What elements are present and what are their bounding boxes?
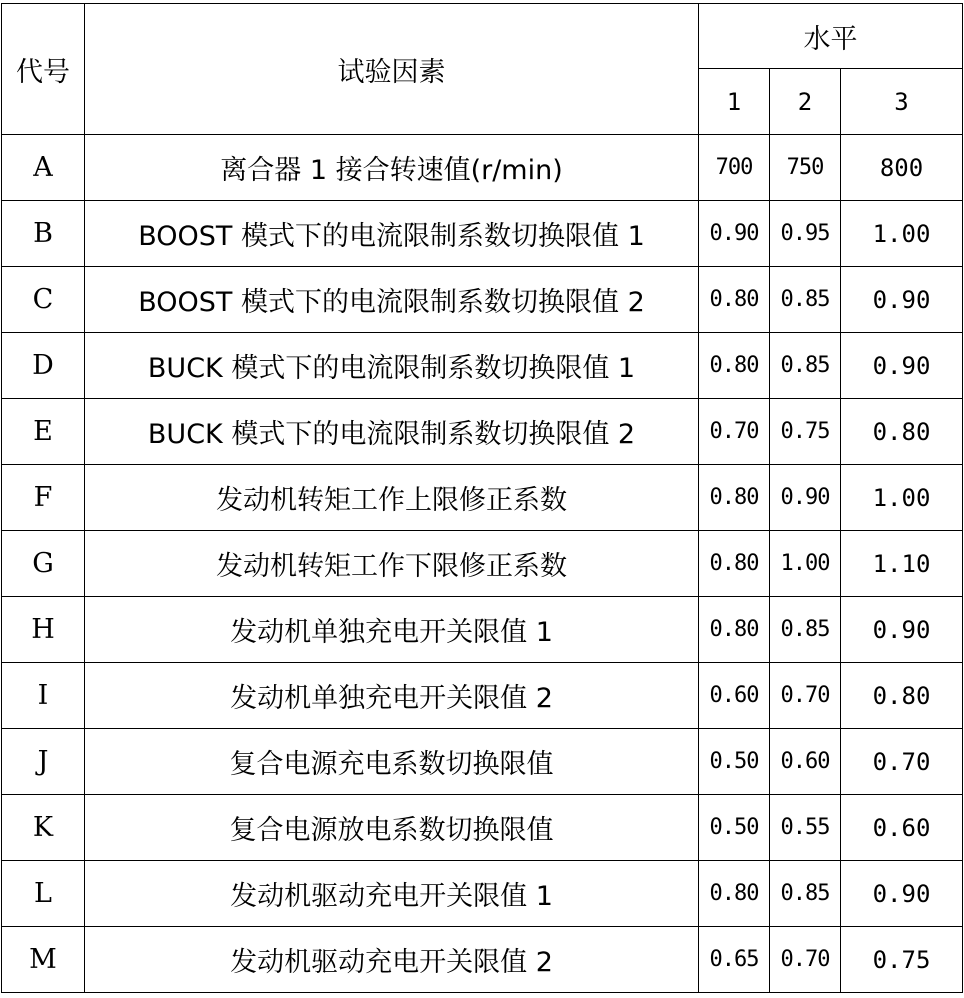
factor-code: G — [32, 548, 54, 579]
level-1-cell — [699, 663, 770, 729]
factor-code: K — [32, 812, 54, 843]
level-1-value: 0.80 — [709, 617, 759, 642]
factor-code: F — [33, 482, 53, 513]
level-3-cell — [841, 927, 963, 993]
factor-name: 复合电源充电系数切换限值 — [229, 749, 554, 780]
code-cell — [2, 597, 85, 663]
level-1-value: 0.50 — [709, 815, 759, 840]
factor-code: B — [33, 218, 53, 249]
factor-cell — [85, 399, 699, 465]
level-3-value: 0.90 — [872, 351, 931, 380]
level-2-cell — [770, 333, 841, 399]
factor-cell — [85, 531, 699, 597]
header-level-2-cell — [770, 69, 841, 135]
table-row — [2, 861, 963, 927]
level-3-cell — [841, 201, 963, 267]
factor-cell — [85, 465, 699, 531]
level-1-cell — [699, 729, 770, 795]
factor-name: 发动机驱动充电开关限值 1 — [230, 881, 553, 912]
code-cell — [2, 861, 85, 927]
factor-name: BUCK 模式下的电流限制系数切换限值 2 — [147, 419, 636, 450]
level-2-cell — [770, 267, 841, 333]
header-code-cell — [2, 4, 85, 135]
level-2-value: 0.75 — [780, 419, 830, 444]
header-factor-cell — [85, 4, 699, 135]
code-cell — [2, 927, 85, 993]
table-body — [2, 4, 963, 993]
code-cell — [2, 201, 85, 267]
factor-cell — [85, 267, 699, 333]
level-1-cell — [699, 927, 770, 993]
table-row — [2, 333, 963, 399]
level-1-value: 700 — [715, 155, 753, 180]
level-2-cell — [770, 135, 841, 201]
table-row — [2, 729, 963, 795]
level-2-cell — [770, 861, 841, 927]
table-row — [2, 465, 963, 531]
code-cell — [2, 399, 85, 465]
code-cell — [2, 267, 85, 333]
table-row — [2, 597, 963, 663]
factor-code: E — [33, 416, 53, 447]
level-1-value: 0.50 — [709, 749, 759, 774]
level-2-cell — [770, 465, 841, 531]
factor-code: C — [32, 284, 54, 315]
header-factor-label: 试验因素 — [337, 56, 446, 88]
level-3-cell — [841, 663, 963, 729]
level-1-cell — [699, 333, 770, 399]
level-1-value: 0.80 — [709, 485, 759, 510]
level-3-value: 0.90 — [872, 615, 931, 644]
header-level-1-cell — [699, 69, 770, 135]
level-2-cell — [770, 795, 841, 861]
level-3-value: 1.00 — [872, 483, 931, 512]
factor-name: 发动机转矩工作下限修正系数 — [216, 551, 567, 582]
level-1-value: 0.80 — [709, 287, 759, 312]
factor-name: 发动机单独充电开关限值 1 — [230, 617, 553, 648]
factor-code: M — [29, 944, 57, 975]
level-3-value: 1.10 — [872, 549, 931, 578]
level-1-value: 0.90 — [709, 221, 759, 246]
level-2-value: 0.70 — [780, 683, 830, 708]
factor-cell — [85, 729, 699, 795]
level-2-cell — [770, 927, 841, 993]
header-level-1-label: 1 — [726, 87, 742, 116]
level-1-value: 0.80 — [709, 353, 759, 378]
level-3-cell — [841, 399, 963, 465]
factor-code: J — [37, 746, 49, 777]
factor-name: 发动机驱动充电开关限值 2 — [230, 947, 553, 978]
code-cell — [2, 663, 85, 729]
level-2-value: 0.85 — [780, 353, 830, 378]
level-2-cell — [770, 531, 841, 597]
code-cell — [2, 465, 85, 531]
level-1-cell — [699, 465, 770, 531]
level-2-value: 0.85 — [780, 287, 830, 312]
level-2-cell — [770, 201, 841, 267]
level-2-cell — [770, 663, 841, 729]
code-cell — [2, 333, 85, 399]
level-3-cell — [841, 135, 963, 201]
level-3-cell — [841, 795, 963, 861]
factor-code: H — [31, 614, 55, 645]
header-level-3-cell — [841, 69, 963, 135]
level-2-cell — [770, 729, 841, 795]
header-level-cell — [699, 4, 963, 69]
level-1-value: 0.80 — [709, 881, 759, 906]
header-level-label: 水平 — [803, 23, 858, 55]
level-2-value: 0.60 — [780, 749, 830, 774]
table-row — [2, 267, 963, 333]
factor-name: 离合器 1 接合转速值(r/min) — [220, 155, 563, 186]
table-row — [2, 399, 963, 465]
level-2-cell — [770, 597, 841, 663]
table-row — [2, 663, 963, 729]
factor-cell — [85, 861, 699, 927]
factor-name: BOOST 模式下的电流限制系数切换限值 2 — [138, 287, 645, 318]
level-1-value: 0.65 — [709, 947, 759, 972]
level-1-cell — [699, 399, 770, 465]
level-3-value: 800 — [879, 153, 924, 182]
factor-cell — [85, 927, 699, 993]
factor-code: A — [33, 152, 53, 183]
test-factor-table — [1, 3, 963, 993]
level-1-value: 0.70 — [709, 419, 759, 444]
header-level-2-label: 2 — [797, 87, 813, 116]
factor-cell — [85, 333, 699, 399]
level-3-value: 0.60 — [872, 813, 931, 842]
level-1-cell — [699, 267, 770, 333]
level-3-cell — [841, 267, 963, 333]
factor-name: BUCK 模式下的电流限制系数切换限值 1 — [147, 353, 636, 384]
level-3-value: 0.75 — [872, 945, 931, 974]
factor-name: 发动机单独充电开关限值 2 — [230, 683, 553, 714]
table-row — [2, 201, 963, 267]
code-cell — [2, 135, 85, 201]
table-row — [2, 531, 963, 597]
level-1-cell — [699, 135, 770, 201]
level-3-cell — [841, 531, 963, 597]
code-cell — [2, 531, 85, 597]
factor-cell — [85, 795, 699, 861]
factor-name: 复合电源放电系数切换限值 — [229, 815, 554, 846]
level-3-cell — [841, 465, 963, 531]
level-2-value: 750 — [786, 155, 824, 180]
level-3-value: 0.90 — [872, 879, 931, 908]
code-cell — [2, 729, 85, 795]
level-1-cell — [699, 531, 770, 597]
level-1-value: 0.80 — [709, 551, 759, 576]
factor-code: L — [34, 878, 52, 909]
factor-code: D — [32, 350, 54, 381]
factor-name: 发动机转矩工作上限修正系数 — [216, 485, 567, 516]
factor-cell — [85, 135, 699, 201]
level-2-cell — [770, 399, 841, 465]
header-row-1 — [2, 4, 963, 69]
table-row — [2, 135, 963, 201]
level-2-value: 0.85 — [780, 617, 830, 642]
level-1-cell — [699, 861, 770, 927]
level-2-value: 0.90 — [780, 485, 830, 510]
level-3-value: 1.00 — [872, 219, 931, 248]
factor-code: I — [37, 680, 49, 711]
table-row — [2, 795, 963, 861]
level-3-cell — [841, 729, 963, 795]
level-2-value: 0.70 — [780, 947, 830, 972]
factor-name: BOOST 模式下的电流限制系数切换限值 1 — [138, 221, 645, 252]
level-2-value: 1.00 — [780, 551, 830, 576]
level-1-value: 0.60 — [709, 683, 759, 708]
level-2-value: 0.85 — [780, 881, 830, 906]
header-level-3-label: 3 — [894, 87, 909, 116]
level-3-cell — [841, 333, 963, 399]
level-3-value: 0.80 — [872, 681, 931, 710]
level-1-cell — [699, 597, 770, 663]
level-1-cell — [699, 201, 770, 267]
level-3-cell — [841, 861, 963, 927]
level-3-value: 0.80 — [872, 417, 931, 446]
table-row — [2, 927, 963, 993]
level-1-cell — [699, 795, 770, 861]
level-3-value: 0.70 — [872, 747, 931, 776]
header-code-label: 代号 — [16, 56, 70, 88]
factor-cell — [85, 663, 699, 729]
level-3-cell — [841, 597, 963, 663]
factor-cell — [85, 201, 699, 267]
factor-cell — [85, 597, 699, 663]
level-2-value: 0.55 — [780, 815, 830, 840]
level-2-value: 0.95 — [780, 221, 830, 246]
level-3-value: 0.90 — [872, 285, 931, 314]
code-cell — [2, 795, 85, 861]
